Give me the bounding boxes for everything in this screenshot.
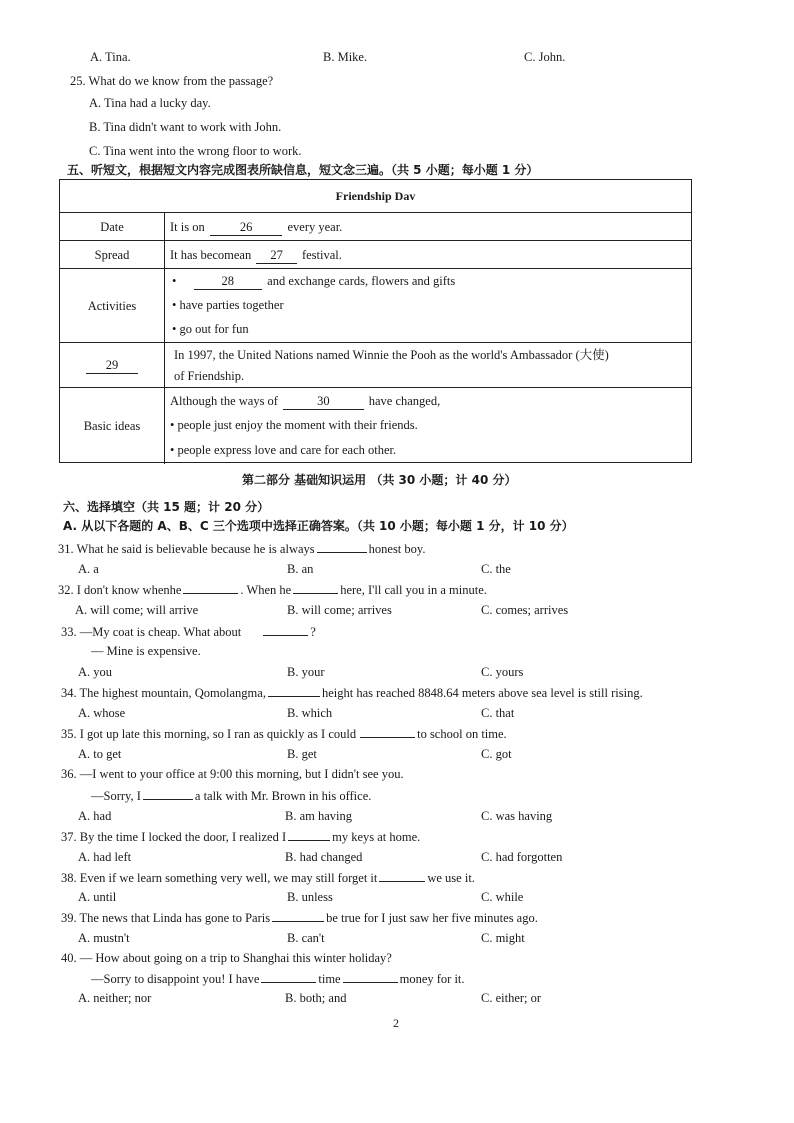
- q38-option-c: C. while: [481, 890, 524, 904]
- q38-option-b: B. unless: [287, 890, 333, 904]
- q37-option-b: B. had changed: [285, 850, 363, 864]
- answer-blank[interactable]: [263, 623, 308, 636]
- q37-option-a: A. had left: [78, 850, 132, 864]
- section-6-sub-a: A. 从以下各题的 A、B、C 三个选项中选择正确答案。（共 10 小题；每小题 1 分，计 10 分）: [63, 519, 574, 533]
- question-35: 35. I got up late this morning, so I ran as quickly as I could to school on time.: [61, 727, 507, 741]
- q36-option-c: C. was having: [481, 809, 553, 823]
- question-40: 40. — How about going on a trip to Shanghai this winter holiday?: [61, 951, 392, 965]
- q39-option-a: A. mustn't: [78, 931, 130, 945]
- q35-option-a: A. to get: [78, 747, 122, 761]
- q32-option-c: C. comes; arrives: [481, 603, 569, 617]
- section-5-heading: 五、听短文，根据短文内容完成图表所缺信息，短文念三遍。（共 5 小题；每小题 1 分）: [67, 163, 539, 177]
- q33-response: — Mine is expensive.: [91, 644, 201, 658]
- basic-idea-2: • people just enjoy the moment with their friends.: [170, 418, 418, 432]
- answer-blank[interactable]: [268, 684, 320, 697]
- table-row-spread: [60, 240, 691, 269]
- spread-suffix: festival.: [301, 248, 342, 262]
- ambassador-line-1: In 1997, the United Nations named Winnie the Pooh as the world's Ambassador (大使): [174, 348, 609, 362]
- q33-option-b: B. your: [287, 665, 325, 679]
- q34-option-a: A. whose: [78, 706, 126, 720]
- q25-option-c: C. Tina went into the wrong floor to work.: [89, 144, 302, 158]
- q36-option-b: B. am having: [285, 809, 353, 823]
- spread-prefix: It has becomean: [170, 248, 252, 262]
- option-c: C. John.: [524, 50, 566, 64]
- q32-option-a: A. will come; will arrive: [75, 603, 199, 617]
- table-row-basic-ideas: [60, 387, 691, 464]
- q38-option-a: A. until: [78, 890, 117, 904]
- answer-blank[interactable]: [343, 970, 398, 983]
- basic-prefix: Although the ways of: [170, 394, 278, 408]
- question-34: 34. The highest mountain, Qomolangma, height has reached 8848.64 meters above sea level is still rising.: [61, 686, 643, 700]
- date-suffix: every year.: [287, 220, 343, 234]
- q34-option-b: B. which: [287, 706, 333, 720]
- basic-suffix: have changed,: [368, 394, 441, 408]
- q25-option-a: A. Tina had a lucky day.: [89, 96, 211, 110]
- blank-30[interactable]: 30: [283, 393, 364, 410]
- answer-blank[interactable]: [360, 725, 415, 738]
- date-label: Date: [60, 213, 165, 241]
- answer-blank[interactable]: [143, 787, 193, 800]
- section-6-heading: 六、选择填空（共 15 题；计 20 分）: [63, 500, 270, 514]
- q39-option-c: C. might: [481, 931, 525, 945]
- q39-option-b: B. can't: [287, 931, 325, 945]
- bullet: •: [172, 274, 177, 288]
- answer-blank[interactable]: [379, 869, 425, 882]
- q31-option-a: A. a: [78, 562, 99, 576]
- q36-response: —Sorry, I a talk with Mr. Brown in his office.: [91, 789, 372, 803]
- q37-option-c: C. had forgotten: [481, 850, 563, 864]
- ambassador-line-2: of Friendship.: [174, 369, 245, 383]
- q25-option-b: B. Tina didn't want to work with John.: [89, 120, 282, 134]
- table-row-29: [60, 342, 691, 388]
- activity-1: and exchange cards, flowers and gifts: [267, 274, 456, 288]
- q35-option-b: B. get: [287, 747, 317, 761]
- q40-option-b: B. both; and: [285, 991, 347, 1005]
- q33-option-a: A. you: [78, 665, 113, 679]
- table-row-date: [60, 212, 691, 241]
- q40-option-c: C. either; or: [481, 991, 542, 1005]
- answer-blank[interactable]: [317, 540, 367, 553]
- blank-26[interactable]: 26: [210, 219, 283, 236]
- date-prefix: It is on: [170, 220, 205, 234]
- q34-option-c: C. that: [481, 706, 515, 720]
- question-31: 31. What he said is believable because he is always honest boy.: [58, 542, 426, 556]
- answer-blank[interactable]: [261, 970, 316, 983]
- blank-28[interactable]: 28: [194, 273, 263, 290]
- q36-option-a: A. had: [78, 809, 112, 823]
- friendship-day-table: [59, 179, 692, 463]
- q31-option-c: C. the: [481, 562, 511, 576]
- answer-blank[interactable]: [288, 828, 330, 841]
- basic-ideas-label: Basic ideas: [60, 388, 165, 464]
- q40-response: —Sorry to disappoint you! I have time money for it.: [91, 972, 465, 986]
- blank-27[interactable]: 27: [256, 247, 297, 264]
- question-39: 39. The news that Linda has gone to Paris be true for I just saw her five minutes ago.: [61, 911, 538, 925]
- q32-option-b: B. will come; arrives: [287, 603, 392, 617]
- option-a: A. Tina.: [90, 50, 131, 64]
- question-37: 37. By the time I locked the door, I realized I my keys at home.: [61, 830, 421, 844]
- answer-blank[interactable]: [183, 581, 238, 594]
- question-33: 33. —My coat is cheap. What about ?: [61, 625, 316, 639]
- answer-blank[interactable]: [272, 909, 324, 922]
- question-36: 36. —I went to your office at 9:00 this morning, but I didn't see you.: [61, 767, 404, 781]
- question-38: 38. Even if we learn something very well, we may still forget it we use it.: [61, 871, 475, 885]
- question-32: 32. I don't know whenhe . When he here, I'll call you in a minute.: [58, 583, 487, 597]
- page-number: 2: [393, 1016, 399, 1030]
- part-2-heading: 第二部分 基础知识运用 （共 30 小题；计 40 分）: [242, 473, 517, 487]
- option-b: B. Mike.: [323, 50, 368, 64]
- question-25: 25. What do we know from the passage?: [70, 74, 274, 88]
- activities-label: Activities: [60, 269, 165, 343]
- basic-idea-3: • people express love and care for each other.: [170, 443, 397, 457]
- activity-3: • go out for fun: [172, 322, 249, 336]
- answer-blank[interactable]: [293, 581, 338, 594]
- activity-2: • have parties together: [172, 298, 284, 312]
- q31-option-b: B. an: [287, 562, 314, 576]
- table-title: Friendship Dav: [335, 188, 416, 203]
- q35-option-c: C. got: [481, 747, 512, 761]
- table-row-activities: [60, 268, 691, 343]
- blank-29[interactable]: 29: [86, 358, 139, 374]
- q33-option-c: C. yours: [481, 665, 524, 679]
- spread-label: Spread: [60, 241, 165, 269]
- q40-option-a: A. neither; nor: [78, 991, 152, 1005]
